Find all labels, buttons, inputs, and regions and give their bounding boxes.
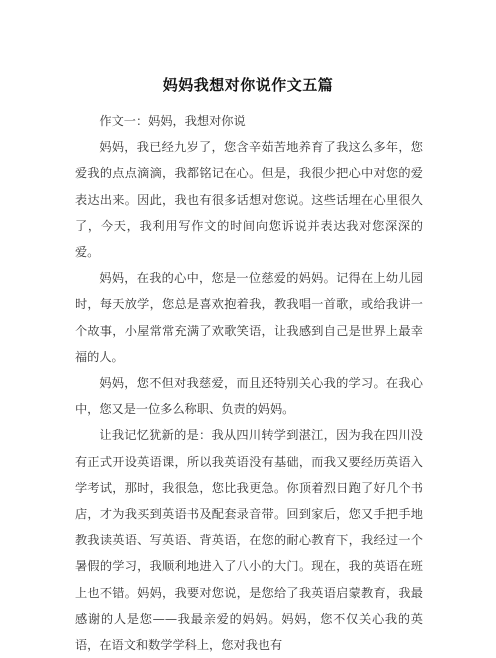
paragraph: 妈妈，在我的心中，您是一位慈爱的妈妈。记得在上幼儿园时，每天放学，您总是喜欢抱着我，教我唱一首歌，或给我讲一个故事，小屋常常充满了欢歌笑语，让我感到自己是世界上最幸福的人。 bbox=[75, 271, 423, 364]
paragraph: 让我记忆犹新的是：我从四川转学到湛江，因为我在四川没有正式开设英语课，所以我英语没有基础，而我又要经历英语入学考试，那时，我很急，您比我更急。你顶着烈日跑了好几个书店，才为我买到英语书及配套录音带。回到家后，您又手把手地教我读英语、写英语、背英语，在您的耐心教育下，我经过一个暑假的学习，我顺利地进入了八小的大门。现在，我的英语在班上也不错。妈妈，我要对您说，是您给了我英语启蒙教育，我最感谢的人是您——我最亲爱的妈妈。妈妈，您不仅关心我的英语，在语文和数学学科上，您对我也有 bbox=[75, 428, 423, 653]
paragraph: 妈妈，您不但对我慈爱，而且还特别关心我的学习。在我心中，您又是一位多么称职、负责的妈妈。 bbox=[75, 376, 423, 417]
document-title: 妈妈我想对你说作文五篇 bbox=[162, 76, 334, 94]
document-body bbox=[75, 108, 423, 658]
paragraph: 妈妈，我已经九岁了，您含辛茹苦地养育了我这么多年，您爱我的点点滴滴，我都铭记在心。但是，我很少把心中对您的爱表达出来。因此，我也有很多话想对您说。这些话埋在心里很久了，今天，我利用写作文的时间向您诉说并表达我对您深深的爱。 bbox=[75, 140, 423, 260]
essay-subtitle: 作文一：妈妈，我想对你说 bbox=[99, 114, 246, 128]
